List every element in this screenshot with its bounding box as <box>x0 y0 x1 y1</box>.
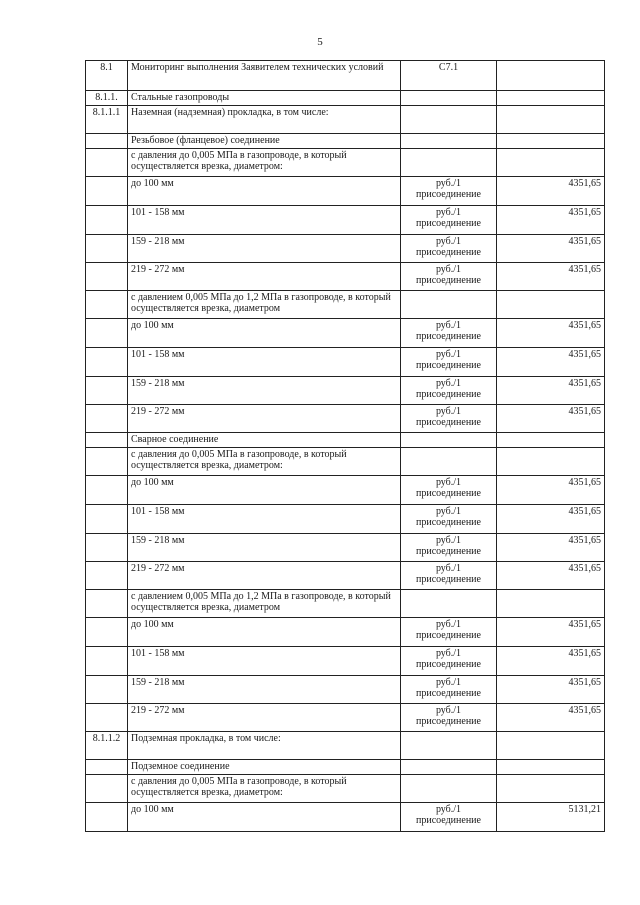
row-unit-cell: руб./1 присоединение <box>401 618 497 647</box>
row-description-cell: с давлением 0,005 МПа до 1,2 МПа в газопроводе, в который осуществляется врезка, диаметром <box>128 590 401 618</box>
row-description-cell: с давления до 0,005 МПа в газопроводе, в который осуществляется врезка, диаметром: <box>128 448 401 476</box>
row-unit-cell <box>401 590 497 618</box>
row-price-cell: 4351,65 <box>497 235 605 263</box>
row-code-cell <box>86 263 128 291</box>
row-code-cell <box>86 760 128 775</box>
row-description-cell: 101 - 158 мм <box>128 647 401 676</box>
row-description-cell: 219 - 272 мм <box>128 562 401 590</box>
row-code-cell <box>86 505 128 534</box>
row-code-cell: 8.1 <box>86 61 128 91</box>
row-code-cell: 8.1.1.1 <box>86 106 128 134</box>
table-row <box>86 405 605 433</box>
row-code-cell <box>86 319 128 348</box>
row-code-cell <box>86 647 128 676</box>
row-code-cell <box>86 235 128 263</box>
row-description-cell: 159 - 218 мм <box>128 235 401 263</box>
row-description-cell: Мониторинг выполнения Заявителем технических условий <box>128 61 401 91</box>
table-row <box>86 91 605 106</box>
row-code-cell <box>86 291 128 319</box>
table-row <box>86 106 605 134</box>
table-row <box>86 377 605 405</box>
row-unit-cell <box>401 106 497 134</box>
row-description-cell: с давления до 0,005 МПа в газопроводе, в который осуществляется врезка, диаметром: <box>128 149 401 177</box>
row-description-cell: Стальные газопроводы <box>128 91 401 106</box>
row-description-cell: Сварное соединение <box>128 433 401 448</box>
row-price-cell: 4351,65 <box>497 562 605 590</box>
row-code-cell <box>86 134 128 149</box>
row-description-cell: 219 - 272 мм <box>128 704 401 732</box>
row-price-cell <box>497 134 605 149</box>
row-description-cell: до 100 мм <box>128 319 401 348</box>
table-row <box>86 618 605 647</box>
table-row <box>86 775 605 803</box>
row-description-cell: до 100 мм <box>128 618 401 647</box>
row-description-cell: 159 - 218 мм <box>128 534 401 562</box>
row-description-cell: 101 - 158 мм <box>128 206 401 235</box>
table-row <box>86 149 605 177</box>
row-unit-cell: руб./1 присоединение <box>401 206 497 235</box>
row-unit-cell <box>401 433 497 448</box>
row-price-cell <box>497 61 605 91</box>
row-price-cell <box>497 91 605 106</box>
row-code-cell <box>86 704 128 732</box>
row-description-cell: 159 - 218 мм <box>128 377 401 405</box>
row-price-cell: 4351,65 <box>497 618 605 647</box>
table-row <box>86 61 605 91</box>
row-price-cell <box>497 433 605 448</box>
table-row <box>86 235 605 263</box>
table-row <box>86 803 605 832</box>
row-price-cell: 4351,65 <box>497 476 605 505</box>
row-price-cell: 4351,65 <box>497 534 605 562</box>
row-code-cell <box>86 448 128 476</box>
row-unit-cell <box>401 134 497 149</box>
tariff-table-body <box>86 61 605 832</box>
table-row <box>86 732 605 760</box>
row-description-cell: Подземное соединение <box>128 760 401 775</box>
table-row <box>86 476 605 505</box>
row-code-cell <box>86 618 128 647</box>
row-unit-cell: С7.1 <box>401 61 497 91</box>
row-price-cell: 4351,65 <box>497 206 605 235</box>
row-unit-cell: руб./1 присоединение <box>401 704 497 732</box>
row-price-cell: 4351,65 <box>497 319 605 348</box>
row-price-cell <box>497 775 605 803</box>
table-row <box>86 134 605 149</box>
row-price-cell: 4351,65 <box>497 177 605 206</box>
row-unit-cell <box>401 760 497 775</box>
table-row <box>86 647 605 676</box>
row-description-cell: до 100 мм <box>128 803 401 832</box>
row-description-cell: Резьбовое (фланцевое) соединение <box>128 134 401 149</box>
row-unit-cell <box>401 149 497 177</box>
row-description-cell: с давления до 0,005 МПа в газопроводе, в который осуществляется врезка, диаметром: <box>128 775 401 803</box>
row-unit-cell: руб./1 присоединение <box>401 505 497 534</box>
row-description-cell: 219 - 272 мм <box>128 263 401 291</box>
row-unit-cell: руб./1 присоединение <box>401 803 497 832</box>
row-unit-cell: руб./1 присоединение <box>401 647 497 676</box>
row-price-cell <box>497 106 605 134</box>
row-code-cell <box>86 534 128 562</box>
row-code-cell <box>86 377 128 405</box>
row-price-cell: 4351,65 <box>497 647 605 676</box>
row-code-cell <box>86 348 128 377</box>
row-description-cell: до 100 мм <box>128 177 401 206</box>
row-unit-cell: руб./1 присоединение <box>401 319 497 348</box>
row-unit-cell <box>401 291 497 319</box>
row-description-cell: 219 - 272 мм <box>128 405 401 433</box>
row-price-cell: 5131,21 <box>497 803 605 832</box>
row-unit-cell: руб./1 присоединение <box>401 676 497 704</box>
row-description-cell: 159 - 218 мм <box>128 676 401 704</box>
row-price-cell <box>497 732 605 760</box>
table-row <box>86 177 605 206</box>
row-description-cell: 101 - 158 мм <box>128 348 401 377</box>
row-code-cell <box>86 405 128 433</box>
row-code-cell: 8.1.1. <box>86 91 128 106</box>
row-code-cell <box>86 803 128 832</box>
row-unit-cell: руб./1 присоединение <box>401 562 497 590</box>
page-number: 5 <box>317 36 323 48</box>
row-unit-cell <box>401 732 497 760</box>
tariff-table <box>85 60 605 832</box>
row-unit-cell <box>401 448 497 476</box>
table-row <box>86 448 605 476</box>
table-row <box>86 319 605 348</box>
table-row <box>86 505 605 534</box>
table-row <box>86 562 605 590</box>
table-row <box>86 534 605 562</box>
row-code-cell: 8.1.1.2 <box>86 732 128 760</box>
row-price-cell <box>497 448 605 476</box>
row-code-cell <box>86 177 128 206</box>
row-unit-cell: руб./1 присоединение <box>401 235 497 263</box>
row-unit-cell <box>401 91 497 106</box>
row-code-cell <box>86 206 128 235</box>
row-code-cell <box>86 476 128 505</box>
row-price-cell: 4351,65 <box>497 505 605 534</box>
table-row <box>86 590 605 618</box>
table-row <box>86 206 605 235</box>
row-code-cell <box>86 433 128 448</box>
row-code-cell <box>86 775 128 803</box>
row-price-cell: 4351,65 <box>497 405 605 433</box>
row-code-cell <box>86 676 128 704</box>
row-description-cell: 101 - 158 мм <box>128 505 401 534</box>
row-price-cell <box>497 760 605 775</box>
row-price-cell <box>497 291 605 319</box>
table-row <box>86 676 605 704</box>
row-price-cell: 4351,65 <box>497 263 605 291</box>
row-unit-cell: руб./1 присоединение <box>401 377 497 405</box>
table-row <box>86 433 605 448</box>
row-unit-cell: руб./1 присоединение <box>401 476 497 505</box>
row-code-cell <box>86 149 128 177</box>
row-price-cell: 4351,65 <box>497 676 605 704</box>
row-unit-cell: руб./1 присоединение <box>401 405 497 433</box>
row-unit-cell <box>401 775 497 803</box>
row-unit-cell: руб./1 присоединение <box>401 263 497 291</box>
row-price-cell: 4351,65 <box>497 704 605 732</box>
table-row <box>86 291 605 319</box>
row-price-cell: 4351,65 <box>497 377 605 405</box>
row-description-cell: до 100 мм <box>128 476 401 505</box>
row-unit-cell: руб./1 присоединение <box>401 534 497 562</box>
table-row <box>86 760 605 775</box>
row-price-cell <box>497 149 605 177</box>
row-unit-cell: руб./1 присоединение <box>401 348 497 377</box>
row-unit-cell: руб./1 присоединение <box>401 177 497 206</box>
row-code-cell <box>86 590 128 618</box>
row-description-cell: Наземная (надземная) прокладка, в том числе: <box>128 106 401 134</box>
row-description-cell: Подземная прокладка, в том числе: <box>128 732 401 760</box>
row-price-cell <box>497 590 605 618</box>
table-row <box>86 348 605 377</box>
row-description-cell: с давлением 0,005 МПа до 1,2 МПа в газопроводе, в который осуществляется врезка, диаметром <box>128 291 401 319</box>
table-row <box>86 704 605 732</box>
row-code-cell <box>86 562 128 590</box>
row-price-cell: 4351,65 <box>497 348 605 377</box>
table-row <box>86 263 605 291</box>
